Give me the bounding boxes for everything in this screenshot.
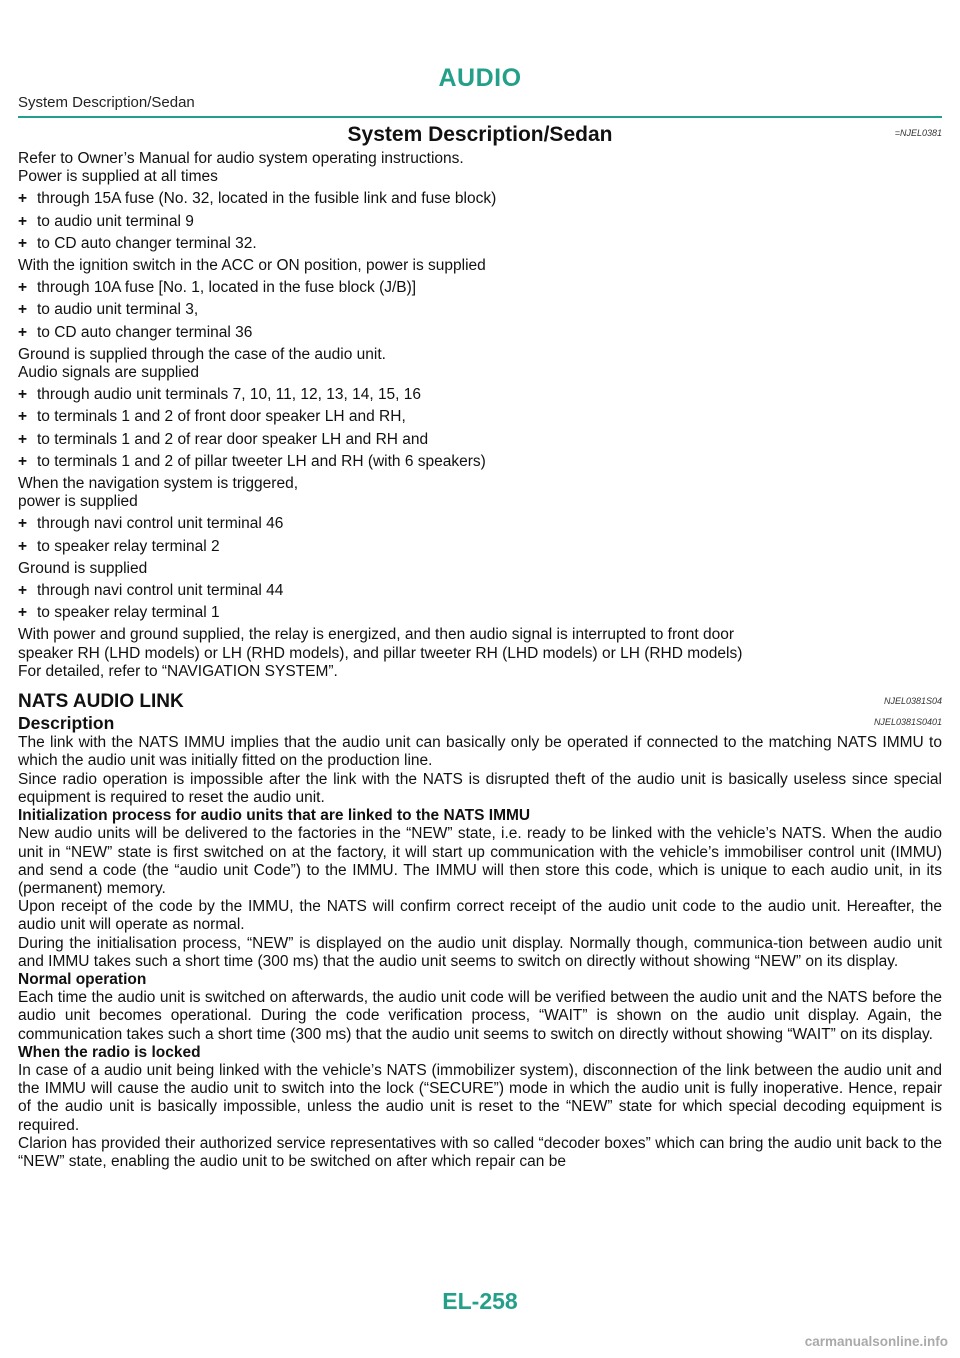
bullet-icon: + — [18, 190, 28, 208]
list-item: + to speaker relay terminal 1 — [18, 604, 220, 622]
list-item: + to audio unit terminal 9 — [18, 212, 194, 230]
bullet-icon: + — [18, 386, 28, 404]
section-title: System Description/Sedan — [347, 123, 613, 146]
paragraph: Ground is supplied through the case of the audio unit. — [18, 345, 386, 363]
list-item: + to speaker relay terminal 2 — [18, 537, 220, 555]
bullet-icon: + — [18, 408, 28, 426]
bullet-icon: + — [18, 582, 28, 600]
paragraph: With the ignition switch in the ACC or ON position, power is supplied — [18, 257, 486, 275]
bullet-icon: + — [18, 212, 28, 230]
bullet-icon: + — [18, 301, 28, 319]
header-subtitle: System Description/Sedan — [18, 94, 195, 111]
header-title: AUDIO — [438, 64, 522, 92]
paragraph: Audio signals are supplied — [18, 364, 199, 382]
list-item: + to terminals 1 and 2 of rear door speaker LH and RH and — [18, 430, 429, 448]
page-header — [18, 64, 942, 111]
list-item: + to terminals 1 and 2 of front door speaker LH and RH, — [18, 408, 406, 426]
nats-title: NATS AUDIO LINK — [18, 691, 184, 713]
paragraph: power is supplied — [18, 493, 138, 511]
list-item: + through navi control unit terminal 44 — [18, 582, 284, 600]
bullet-icon: + — [18, 452, 28, 470]
list-item: + to CD auto changer terminal 32. — [18, 234, 257, 252]
list-item: + to CD auto changer terminal 36 — [18, 323, 253, 341]
subheading: When the radio is locked — [18, 1043, 201, 1061]
paragraph: During the initialisation process, “NEW” is displayed on the audio unit display. Normally though, communica-tion between audio unit and IMMU takes such a short time (300 ms) that the audio unit seems to switch on directly without showing “NEW” on its display. — [18, 934, 942, 970]
paragraph: The link with the NATS IMMU implies that the audio unit can basically only be operated if connected to the matching NATS IMMU to which the audio unit was initially fitted on the production line. — [18, 734, 942, 770]
paragraph: In case of a audio unit being linked with the vehicle’s NATS (immobilizer system), disconnection of the link between the audio unit and the IMMU will cause the audio unit to switch into the lock (“SECURE”) mode in which the audio unit is fully inoperative. Hence, repair of the audio unit is basically impossible, unless the audio unit is reset to the “NEW” state for which special decoding equipment is required. — [18, 1061, 942, 1134]
section-code: =NJEL0381 — [894, 127, 942, 138]
list-item: + through audio unit terminals 7, 10, 11, 12, 13, 14, 15, 16 — [18, 386, 422, 404]
nats-code: NJEL0381S04 — [883, 695, 942, 706]
description-title: Description — [18, 713, 115, 734]
paragraph: New audio units will be delivered to the factories in the “NEW” state, i.e. ready to be linked with the vehicle’s NATS. When the audio unit in “NEW” state is first switched on at the factory, it will start up communication with the vehicle’s immobiliser control unit (IMMU) and send a code (the “audio unit Code”) to the IMMU. The IMMU will then store this code, which is unique to each audio unit, in its (permanent) memory. — [18, 825, 942, 897]
main-content — [18, 122, 942, 1171]
section-heading — [18, 122, 942, 148]
paragraph: speaker RH (LHD models) or LH (RHD models), and pillar tweeter RH (LHD models) or LH (RHD models) — [18, 644, 743, 662]
list-item: + to terminals 1 and 2 of pillar tweeter LH and RH (with 6 speakers) — [18, 452, 486, 470]
bullet-icon: + — [18, 537, 28, 555]
paragraph: With power and ground supplied, the relay is energized, and then audio signal is interrupted to front door — [18, 626, 735, 644]
list-item: + through navi control unit terminal 46 — [18, 515, 284, 533]
paragraph: Each time the audio unit is switched on afterwards, the audio unit code will be verified between the audio unit and the NATS before the audio unit becomes operational. During the code verification process, “WAIT” is shown on the audio unit display. Again, the communication takes such a short time (300 ms) that the audio unit seems to switch on directly without showing “WAIT” on its display. — [18, 989, 942, 1043]
bullet-icon: + — [18, 430, 28, 448]
paragraph: Power is supplied at all times — [18, 168, 218, 186]
paragraph: Clarion has provided their authorized service representatives with so called “decoder boxes” which can bring the audio unit back to the “NEW” state, enabling the audio unit to be switched on after which repair can be — [18, 1134, 942, 1170]
page-number: EL-258 — [442, 1288, 518, 1314]
bullet-icon: + — [18, 323, 28, 341]
watermark: carmanualsonline.info — [804, 1334, 948, 1349]
list-item: + to audio unit terminal 3, — [18, 301, 199, 319]
paragraph: When the navigation system is triggered, — [18, 475, 298, 493]
description-code: NJEL0381S0401 — [873, 717, 942, 728]
bullet-icon: + — [18, 604, 28, 622]
bullet-icon: + — [18, 279, 28, 297]
bullet-icon: + — [18, 234, 28, 252]
list-item: + through 10A fuse [No. 1, located in the fuse block (J/B)] — [18, 279, 417, 297]
paragraph: Upon receipt of the code by the IMMU, the NATS will confirm correct receipt of the audio unit code to the audio unit. Hereafter, the audio unit will operate as normal. — [18, 898, 942, 934]
paragraph: Since radio operation is impossible after the link with the NATS is disrupted theft of the audio unit is basically useless since special equipment is required to reset the audio unit. — [18, 770, 942, 806]
paragraph: For detailed, refer to “NAVIGATION SYSTEM”. — [18, 662, 338, 680]
paragraph: Ground is supplied — [18, 559, 148, 577]
bullet-icon: + — [18, 515, 28, 533]
list-item: + through 15A fuse (No. 32, located in the fusible link and fuse block) — [18, 190, 497, 208]
subheading: Normal operation — [18, 970, 147, 988]
header-rule — [18, 116, 942, 118]
description-heading — [18, 713, 942, 734]
nats-heading — [18, 690, 942, 713]
subheading: Initialization process for audio units that are linked to the NATS IMMU — [18, 807, 531, 825]
paragraph: Refer to Owner’s Manual for audio system operating instructions. — [18, 150, 464, 167]
